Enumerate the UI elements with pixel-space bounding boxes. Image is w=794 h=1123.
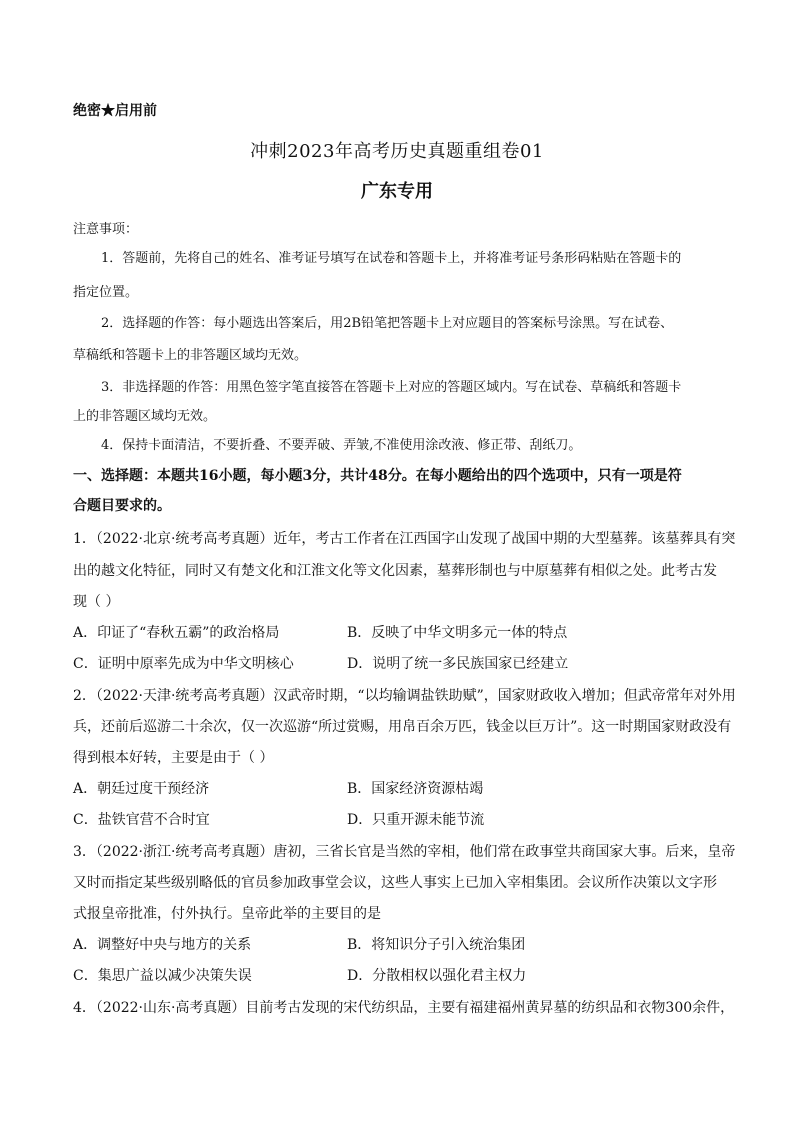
question-2-line-2: 兵，还前后巡游二十余次，仅一次巡游“所过赏赐，用帛百余万匹，钱金以巨万计”。这一时期国家财政没有 [73, 719, 732, 735]
question-4-line-1: 4．（2022·山东·高考真题）目前考古发现的宋代纺织品，主要有福建福州黄昇墓的纺织品和衣物300余件， [73, 1000, 735, 1016]
notice-item-4: 4．保持卡面清洁，不要折叠、不要弄破、弄皱,不准使用涂改液、修正带、刮纸刀。 [101, 438, 582, 453]
question-3-option-d: D．分散相权以强化君主权力 [347, 968, 527, 984]
notice-item-3-cont: 上的非答题区域均无效。 [73, 409, 217, 424]
notice-item-1-cont: 指定位置。 [73, 285, 139, 300]
question-3-line-3: 式报皇帝批准，付外执行。皇帝此举的主要目的是 [73, 906, 381, 922]
question-1-option-b: B．反映了中华文明多元一体的特点 [347, 625, 568, 641]
question-1-option-d: D．说明了统一多民族国家已经建立 [347, 656, 569, 672]
question-3-line-1: 3．（2022·浙江·统考高考真题）唐初，三省长官是当然的宰相，他们常在政事堂共商国家大事。后来，皇帝 [73, 844, 736, 860]
question-1-line-1: 1．（2022·北京·统考高考真题）近年，考古工作者在江西国字山发现了战国中期的大型墓葬。该墓葬具有突 [73, 531, 736, 547]
question-2-option-c: C．盐铁官营不合时宜 [73, 812, 210, 828]
question-1-line-2: 出的越文化特征，同时又有楚文化和江淮文化等文化因素，墓葬形制也与中原墓葬有相似之处。此考古发 [73, 563, 717, 579]
notice-heading: 注意事项： [73, 222, 139, 237]
question-1-option-c: C．证明中原率先成为中华文明核心 [73, 656, 294, 672]
question-2-option-b: B．国家经济资源枯竭 [347, 781, 484, 797]
notice-item-1: 1．答题前，先将自己的姓名、准考证号填写在试卷和答题卡上，并将准考证号条形码粘贴在答题卡的 [101, 251, 682, 266]
section-heading: 一、选择题：本题共16小题，每小题3分，共计48分。在每小题给出的四个选项中，只有一项是符 [73, 468, 682, 484]
notice-item-2: 2．选择题的作答：每小题选出答案后，用2B铅笔把答题卡上对应题目的答案标号涂黑。写在试卷、 [101, 316, 674, 331]
question-3-option-c: C．集思广益以减少决策失误 [73, 968, 252, 984]
question-2-line-1: 2．（2022·天津·统考高考真题）汉武帝时期，“以均输调盐铁助赋”，国家财政收入增加；但武帝常年对外用 [73, 688, 736, 704]
question-3-option-a: A．调整好中央与地方的关系 [73, 937, 252, 953]
document-subtitle: 广东专用 [361, 181, 433, 202]
notice-item-3: 3．非选择题的作答：用黑色签字笔直接答在答题卡上对应的答题区域内。写在试卷、草稿纸和答题卡 [101, 380, 682, 395]
document-title: 冲刺2023年高考历史真题重组卷01 [250, 141, 544, 162]
question-1-line-3: 现（ ） [73, 594, 120, 610]
confidential-label: 绝密★启用前 [73, 103, 157, 119]
question-2-line-3: 得到根本好转，主要是由于（ ） [73, 750, 274, 766]
question-1-option-a: A．印证了“春秋五霸”的政治格局 [73, 625, 280, 641]
question-2-option-a: A．朝廷过度干预经济 [73, 781, 210, 797]
question-3-line-2: 又时而指定某些级别略低的官员参加政事堂会议，这些人事实上已加入宰相集团。会议所作决策以文字形 [73, 875, 717, 891]
question-3-option-b: B．将知识分子引入统治集团 [347, 937, 526, 953]
notice-item-2-cont: 草稿纸和答题卡上的非答题区域均无效。 [73, 348, 308, 363]
question-2-option-d: D．只重开源未能节流 [347, 812, 485, 828]
section-heading-cont: 合题目要求的。 [73, 498, 171, 514]
